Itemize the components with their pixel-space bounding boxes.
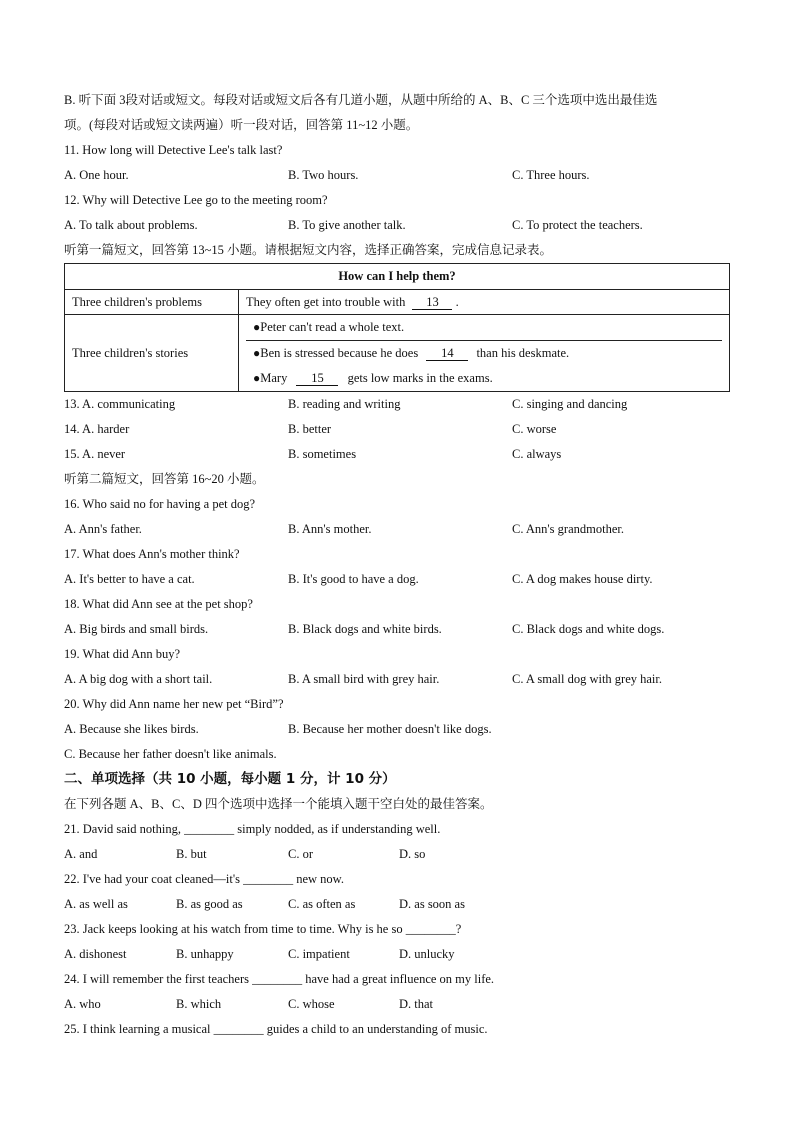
option-a: A. Ann's father. <box>64 522 142 536</box>
question-16-options <box>64 517 730 542</box>
story-peter-text: Peter can't read a whole text. <box>260 320 405 334</box>
question-20-stem: 20. Why did Ann name her new pet “Bird”? <box>64 697 284 711</box>
story-ben <box>246 341 722 366</box>
question-16-stem: 16. Who said no for having a pet dog? <box>64 497 256 511</box>
exam-page <box>64 88 730 1042</box>
question-22-stem: 22. I've had your coat cleaned—it's ________ new now. <box>64 872 345 886</box>
option-a: A. Big birds and small birds. <box>64 622 209 636</box>
story-ben-text-end: than his deskmate. <box>476 346 570 360</box>
option-c: C. Black dogs and white dogs. <box>512 622 665 636</box>
option-b: B. reading and writing <box>288 397 401 411</box>
bullet-icon: ● <box>253 346 261 360</box>
listening-intro-line2: 项。(每段对话或短文读两遍）听一段对话，回答第 11~12 小题。 <box>64 118 419 132</box>
option-b: B. Black dogs and white birds. <box>288 622 442 636</box>
question-20-options <box>64 717 730 742</box>
blank-15: 15 <box>296 371 338 386</box>
option-a: A. It's better to have a cat. <box>64 572 195 586</box>
bullet-icon: ● <box>253 371 261 385</box>
option-b: B. It's good to have a dog. <box>288 572 419 586</box>
question-19-stem: 19. What did Ann buy? <box>64 647 181 661</box>
question-12-options <box>64 213 730 238</box>
story-mary <box>246 366 722 391</box>
option-b: B. but <box>176 847 207 861</box>
option-b: B. sometimes <box>288 447 357 461</box>
question-14-options <box>64 417 730 442</box>
question-18-stem: 18. What did Ann see at the pet shop? <box>64 597 253 611</box>
story-mary-text-end: gets low marks in the exams. <box>347 371 493 385</box>
question-24-stem: 24. I will remember the first teachers ________ have had a great influence on my life. <box>64 972 495 986</box>
question-22-options <box>64 892 730 917</box>
option-c: C. To protect the teachers. <box>512 218 643 232</box>
option-c: C. A dog makes house dirty. <box>512 572 653 586</box>
problems-text-end: . <box>455 294 459 309</box>
blank-14: 14 <box>426 346 468 361</box>
option-b: B. better <box>288 422 332 436</box>
option-d: D. that <box>399 997 434 1011</box>
question-12-stem: 12. Why will Detective Lee go to the meeting room? <box>64 193 328 207</box>
option-b: B. Ann's mother. <box>288 522 372 536</box>
option-c: C. whose <box>288 997 335 1011</box>
problems-cell <box>239 290 730 315</box>
option-c: C. always <box>512 447 562 461</box>
option-b: B. which <box>176 997 222 1011</box>
stories-cell <box>239 315 730 392</box>
option-a: A. who <box>64 997 101 1011</box>
option-a: 15. A. never <box>64 447 126 461</box>
option-a: A. as well as <box>64 897 128 911</box>
question-21-stem: 21. David said nothing, ________ simply nodded, as if understanding well. <box>64 822 441 836</box>
option-c: C. impatient <box>288 947 350 961</box>
option-a: A. dishonest <box>64 947 127 961</box>
option-a: 13. A. communicating <box>64 397 176 411</box>
option-b: B. unhappy <box>176 947 234 961</box>
table-title: How can I help them? <box>65 264 730 290</box>
option-c: C. worse <box>512 422 557 436</box>
passage-2-intro: 听第二篇短文，回答第 16~20 小题。 <box>64 472 265 486</box>
option-c: C. Ann's grandmother. <box>512 522 624 536</box>
question-17-options <box>64 567 730 592</box>
option-a: A. and <box>64 847 98 861</box>
question-18-options <box>64 617 730 642</box>
question-17-stem: 17. What does Ann's mother think? <box>64 547 240 561</box>
option-c: C. as often as <box>288 897 356 911</box>
question-20-option-c: C. Because her father doesn't like animals. <box>64 747 277 761</box>
question-23-options <box>64 942 730 967</box>
option-c: C. singing and dancing <box>512 397 628 411</box>
option-a: A. Because she likes birds. <box>64 722 199 736</box>
question-11-stem: 11. How long will Detective Lee's talk last? <box>64 143 283 157</box>
section-2-title: 二、单项选择（共 10 小题，每小题 1 分，计 10 分） <box>64 771 396 787</box>
option-b: B. Two hours. <box>288 168 359 182</box>
problems-label: Three children's problems <box>65 290 239 315</box>
question-11-options <box>64 163 730 188</box>
option-b: B. Because her mother doesn't like dogs. <box>288 722 492 736</box>
option-b: B. To give another talk. <box>288 218 406 232</box>
section-2-instructions: 在下列各题 A、B、C、D 四个选项中选择一个能填入题干空白处的最佳答案。 <box>64 797 493 811</box>
option-a: A. One hour. <box>64 168 129 182</box>
question-25-stem: 25. I think learning a musical ________ guides a child to an understanding of music. <box>64 1022 488 1036</box>
story-mary-text: Mary <box>260 371 288 385</box>
option-a: 14. A. harder <box>64 422 130 436</box>
question-21-options <box>64 842 730 867</box>
question-24-options <box>64 992 730 1017</box>
option-d: D. unlucky <box>399 947 455 961</box>
option-c: C. or <box>288 847 313 861</box>
listening-intro-line1: B. 听下面 3段对话或短文。每段对话或短文后各有几道小题，从题中所给的 A、B、C 三个选项中选出最佳选 <box>64 93 658 107</box>
option-b: B. A small bird with grey hair. <box>288 672 440 686</box>
question-23-stem: 23. Jack keeps looking at his watch from time to time. Why is he so ________? <box>64 922 462 936</box>
passage-1-intro: 听第一篇短文，回答第 13~15 小题。请根据短文内容，选择正确答案，完成信息记录表。 <box>64 243 553 257</box>
option-d: D. as soon as <box>399 897 465 911</box>
option-c: C. A small dog with grey hair. <box>512 672 662 686</box>
info-record-table <box>64 263 730 392</box>
option-d: D. so <box>399 847 426 861</box>
option-a: A. To talk about problems. <box>64 218 198 232</box>
question-13-options <box>64 392 730 417</box>
option-c: C. Three hours. <box>512 168 590 182</box>
problems-text: They often get into trouble with <box>246 294 406 309</box>
bullet-icon: ● <box>253 320 261 334</box>
story-ben-text: Ben is stressed because he does <box>260 346 419 360</box>
blank-13: 13 <box>412 295 452 310</box>
option-b: B. as good as <box>176 897 243 911</box>
question-15-options <box>64 442 730 467</box>
stories-label: Three children's stories <box>65 315 239 392</box>
question-19-options <box>64 667 730 692</box>
option-a: A. A big dog with a short tail. <box>64 672 213 686</box>
story-peter <box>246 315 722 341</box>
